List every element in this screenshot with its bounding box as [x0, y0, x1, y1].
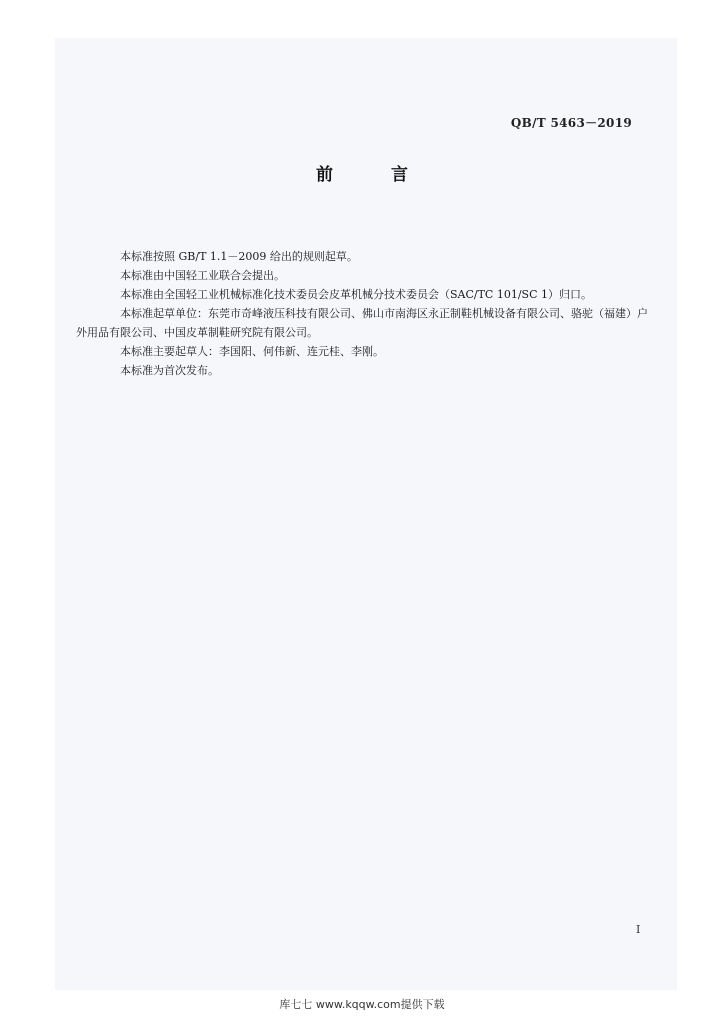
page-number: I: [636, 923, 641, 936]
paragraph-first-release: 本标准为首次发布。: [120, 364, 219, 377]
paragraph-drafting-rules: 本标准按照 GB/T 1.1－2009 给出的规则起草。: [120, 250, 358, 263]
paragraph-drafting-units: 本标准起草单位：东莞市奇峰液压科技有限公司、佛山市南海区永正制鞋机械设备有限公司、骆驼（福建）户外用品有限公司、中国皮革制鞋研究院有限公司。: [76, 307, 648, 339]
standard-code: QB/T 5463－2019: [510, 116, 632, 130]
paragraph-committee: 本标准由全国轻工业机械标准化技术委员会皮革机械分技术委员会（SAC/TC 101/SC 1）归口。: [120, 288, 592, 301]
paragraph-drafters: 本标准主要起草人：李国阳、何伟新、连元桂、李刚。: [120, 345, 384, 358]
paragraph-proposer: 本标准由中国轻工业联合会提出。: [120, 269, 285, 282]
page-title: 前 言: [316, 165, 434, 185]
foreword-body: [76, 247, 658, 380]
download-footer: 库七七 www.kqqw.com提供下载: [279, 998, 445, 1011]
